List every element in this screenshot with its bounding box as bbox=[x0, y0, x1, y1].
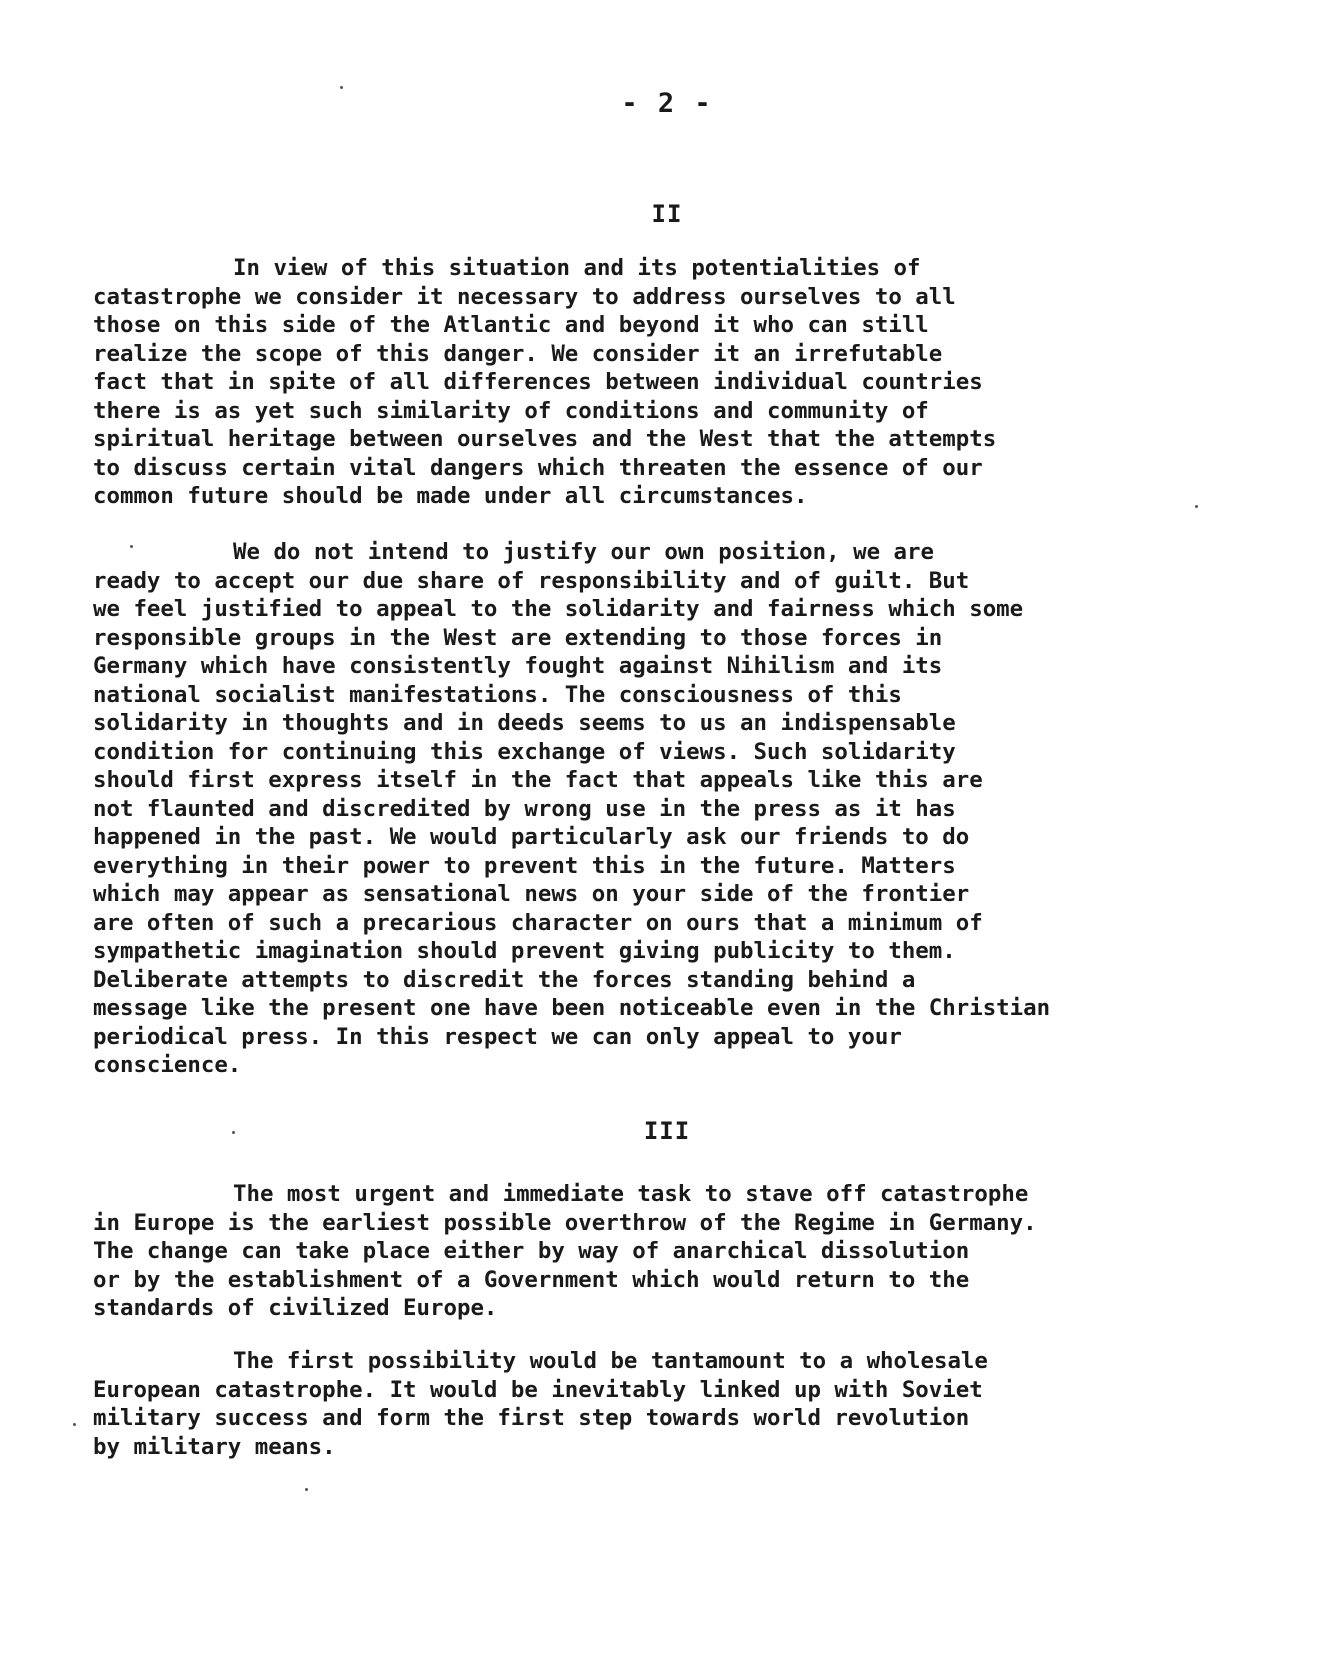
paragraph-line: In view of this situation and its potentialities of bbox=[233, 255, 921, 281]
paragraph-line: should first express itself in the fact that appeals like this are bbox=[93, 767, 983, 793]
paragraph-line: by military means. bbox=[93, 1433, 336, 1460]
paragraph-line: standards of civilized Europe. bbox=[93, 1295, 498, 1321]
section-heading-ii: II bbox=[651, 200, 683, 228]
paragraph-line: conscience. bbox=[93, 1052, 242, 1078]
scan-speck bbox=[305, 1488, 308, 1491]
paragraph-line: European catastrophe. It would be inevitably linked up with Soviet bbox=[93, 1376, 983, 1403]
paragraph-line: Deliberate attempts to discredit the forces standing behind a bbox=[93, 966, 916, 993]
paragraph-iii-2 bbox=[93, 1347, 1318, 1461]
paragraph-line: realize the scope of this danger. We consider it an irrefutable bbox=[93, 340, 943, 367]
paragraph-line: condition for continuing this exchange of views. Such solidarity bbox=[93, 738, 956, 765]
paragraph-line: periodical press. In this respect we can only appeal to your bbox=[93, 1023, 902, 1050]
paragraph-line: sympathetic imagination should prevent giving publicity to them. bbox=[93, 938, 956, 964]
paragraph-line: we feel justified to appeal to the solidarity and fairness which some bbox=[93, 596, 1024, 622]
paragraph-line: We do not intend to justify our own position, we are bbox=[233, 539, 934, 565]
scan-speck bbox=[340, 86, 343, 89]
paragraph-line: everything in their power to prevent this in the future. Matters bbox=[93, 852, 956, 879]
paragraph-line: not flaunted and discredited by wrong use in the press as it has bbox=[93, 795, 956, 822]
paragraph-line: Germany which have consistently fought against Nihilism and its bbox=[93, 653, 943, 679]
scan-speck bbox=[232, 1131, 235, 1134]
paragraph-line: common future should be made under all circumstances. bbox=[93, 483, 808, 509]
scan-speck bbox=[1195, 505, 1198, 508]
paragraph-line: responsible groups in the West are extending to those forces in bbox=[93, 624, 943, 651]
paragraph-ii-1 bbox=[93, 254, 1318, 511]
paragraph-line: or by the establishment of a Government which would return to the bbox=[93, 1266, 970, 1293]
paragraph-line: to discuss certain vital dangers which threaten the essence of our bbox=[93, 454, 983, 481]
scan-speck bbox=[130, 545, 133, 548]
paragraph-line: The change can take place either by way of anarchical dissolution bbox=[93, 1238, 970, 1264]
paragraph-line: which may appear as sensational news on your side of the frontier bbox=[93, 881, 970, 907]
paragraph-line: in Europe is the earliest possible overthrow of the Regime in Germany. bbox=[93, 1209, 1037, 1236]
paragraph-line: solidarity in thoughts and in deeds seems to us an indispensable bbox=[93, 710, 956, 736]
paragraph-line: there is as yet such similarity of conditions and community of bbox=[93, 397, 929, 424]
paragraph-line: national socialist manifestations. The consciousness of this bbox=[93, 681, 902, 708]
paragraph-iii-1 bbox=[93, 1180, 1318, 1323]
paragraph-line: catastrophe we consider it necessary to address ourselves to all bbox=[93, 283, 956, 310]
paragraph-line: ready to accept our due share of responsibility and of guilt. But bbox=[93, 567, 970, 594]
paragraph-line: spiritual heritage between ourselves and the West that the attempts bbox=[93, 426, 997, 452]
page-number: - 2 - bbox=[621, 88, 713, 119]
paragraph-line: The first possibility would be tantamount to a wholesale bbox=[233, 1348, 988, 1374]
paragraph-line: fact that in spite of all differences between individual countries bbox=[93, 369, 983, 395]
paragraph-line: military success and form the first step towards world revolution bbox=[93, 1405, 970, 1431]
paragraph-line: message like the present one have been noticeable even in the Christian bbox=[93, 995, 1051, 1021]
paragraph-ii-2 bbox=[93, 538, 1318, 1080]
paragraph-line: are often of such a precarious character on ours that a minimum of bbox=[93, 909, 983, 936]
paragraph-line: happened in the past. We would particularly ask our friends to do bbox=[93, 824, 970, 850]
paragraph-line: those on this side of the Atlantic and beyond it who can still bbox=[93, 312, 929, 338]
paragraph-line: The most urgent and immediate task to stave off catastrophe bbox=[233, 1181, 1029, 1207]
scan-speck bbox=[73, 1423, 76, 1426]
section-heading-iii: III bbox=[643, 1117, 691, 1145]
